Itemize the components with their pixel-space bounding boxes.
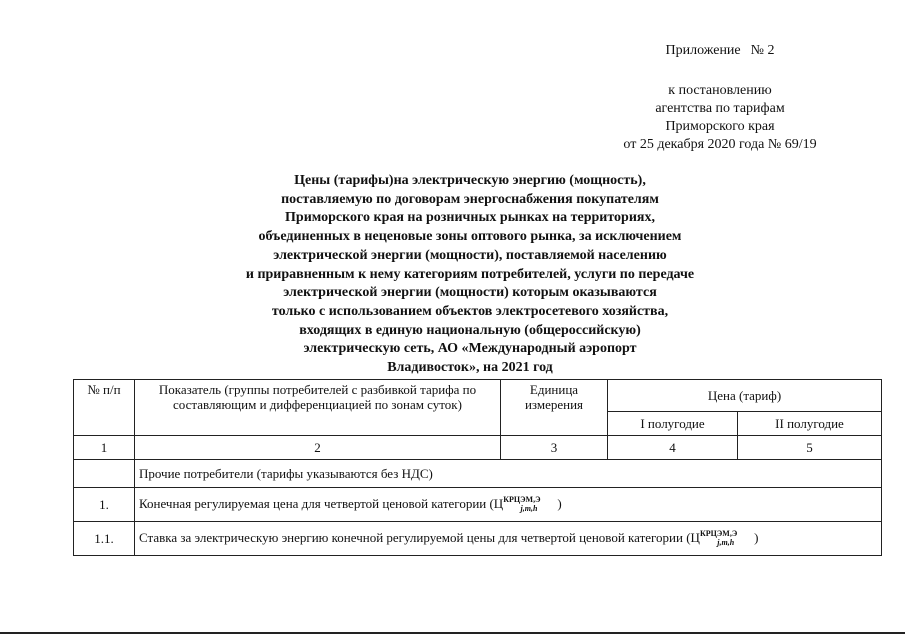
table-row [74, 488, 882, 522]
title-line: Владивосток», на 2021 год [387, 360, 553, 376]
index-cell: 5 [738, 436, 882, 460]
tariff-table [73, 379, 882, 556]
header-unit: Единица измерения [501, 380, 608, 436]
index-cell: 3 [501, 436, 608, 460]
formula-close: ) [754, 530, 759, 545]
formula-subscript: j,m,h [717, 538, 735, 547]
index-row [74, 436, 882, 460]
header-price: Цена (тариф) [608, 380, 882, 412]
appendix-line-2: агентства по тарифам [655, 101, 785, 116]
index-cell: 2 [135, 436, 501, 460]
appendix-line-4: от 25 декабря 2020 года № 69/19 [623, 137, 817, 152]
header-num: № п/п [74, 380, 135, 436]
title-line: объединенных в неценовые зоны оптового рынка, за исключением [258, 229, 682, 245]
header-row [74, 380, 882, 412]
title-line: электрическую сеть, АО «Международный аэропорт [303, 341, 637, 357]
index-cell: 1 [74, 436, 135, 460]
row-num: 1. [74, 488, 135, 522]
table-row [74, 522, 882, 556]
appendix-word: Приложение [665, 43, 741, 58]
index-cell: 4 [608, 436, 738, 460]
appendix-line-1: к постановлению [668, 83, 772, 98]
appendix-label [600, 42, 840, 60]
row-text: Прочие потребители (тарифы указываются без НДС) [135, 460, 882, 488]
title-line: поставляемую по договорам энергоснабжения покупателям [281, 191, 659, 207]
header-half2: II полугодие [738, 412, 882, 436]
title-line: входящих в единую национальную (общероссийскую) [299, 322, 641, 338]
document-title [150, 172, 790, 378]
row-num [74, 460, 135, 488]
header-indicator: Показатель (группы потребителей с разбивкой тарифа по составляющим и дифференциацией по зонам суток) [135, 380, 501, 436]
formula-close: ) [557, 496, 562, 511]
formula-subscript: j,m,h [520, 504, 538, 513]
formula-superscript: КРЦЭМ,Э [503, 495, 541, 504]
header-half1: I полугодие [608, 412, 738, 436]
appendix-line-3: Приморского края [665, 119, 775, 134]
scan-edge-line [0, 632, 905, 634]
title-line: и приравненным к нему категориям потребителей, услуги по передаче [245, 266, 695, 282]
appendix-number: № 2 [750, 43, 775, 58]
title-line: электрической энергии (мощности), поставляемой населению [273, 247, 667, 263]
title-line: только с использованием объектов электросетевого хозяйства, [271, 303, 669, 319]
row-text-main: Ставка за электрическую энергию конечной регулируемой цены для четвертой ценовой категории (Ц [139, 530, 700, 545]
table-row [74, 460, 882, 488]
appendix-block [600, 42, 840, 154]
row-num: 1.1. [74, 522, 135, 556]
row-text-main: Конечная регулируемая цена для четвертой ценовой категории (Ц [139, 496, 504, 511]
row-text [135, 488, 882, 522]
formula-superscript: КРЦЭМ,Э [699, 529, 738, 538]
title-line: Приморского края на розничных рынках на территориях, [285, 210, 655, 226]
title-line: электрической энергии (мощности) которым оказываются [283, 285, 657, 301]
title-line: Цены (тарифы)на электрическую энергию (мощность), [294, 173, 646, 188]
row-text [135, 522, 882, 556]
